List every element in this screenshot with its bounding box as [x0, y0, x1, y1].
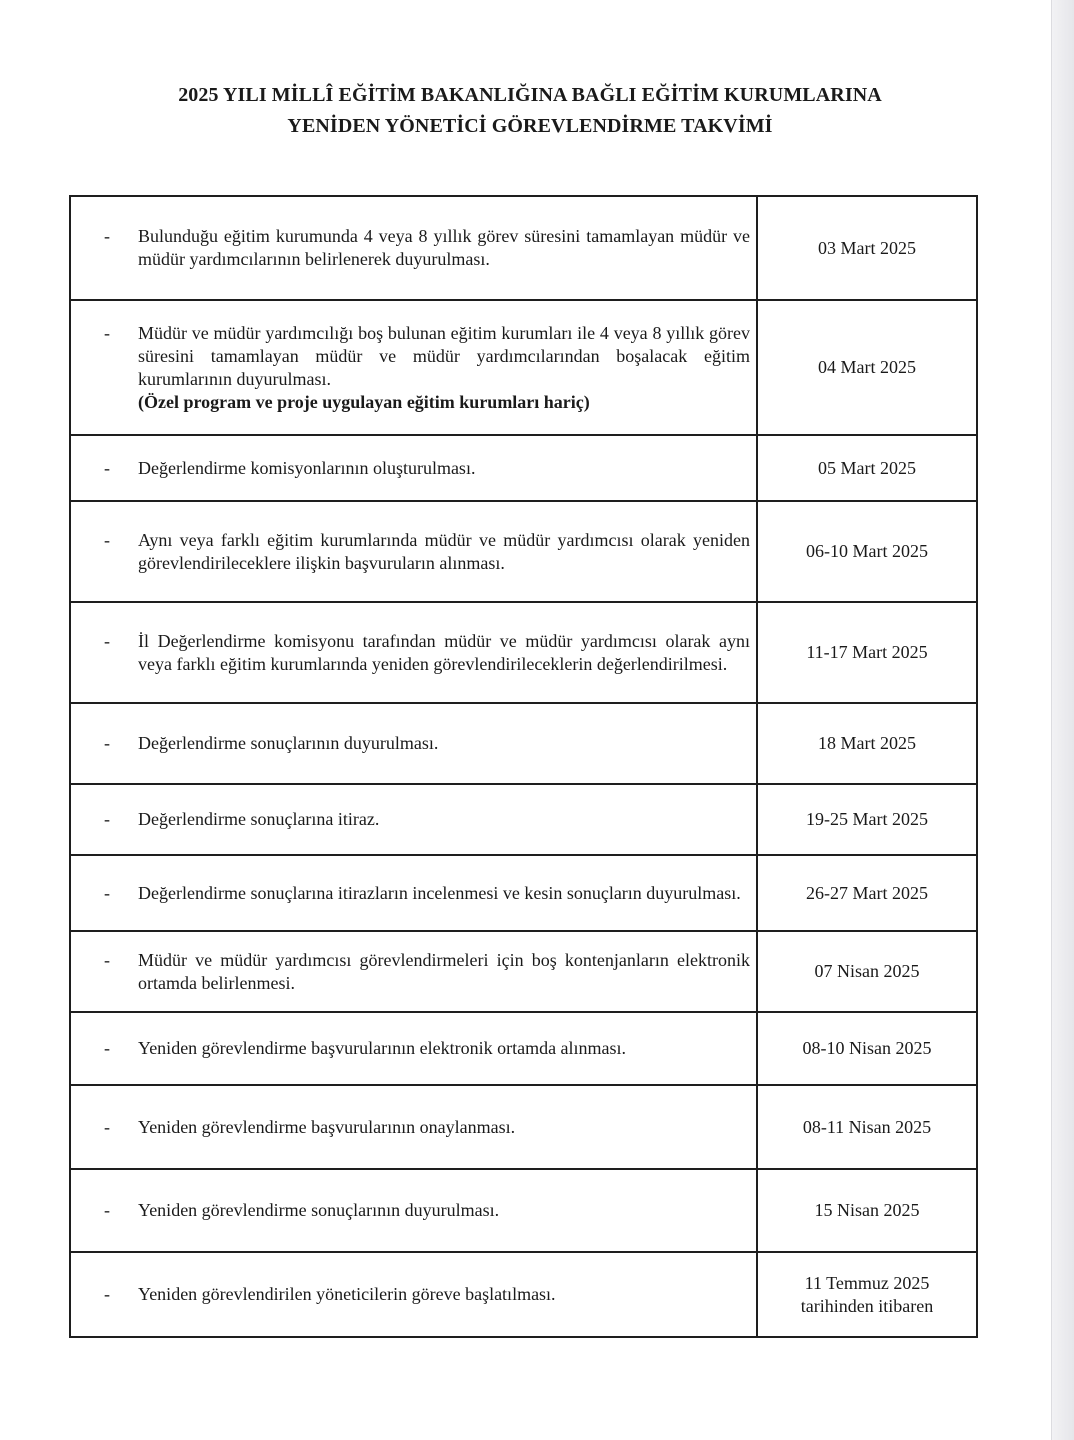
description-cell — [70, 602, 757, 703]
bullet-dash: - — [104, 1284, 110, 1304]
table-row — [70, 196, 977, 300]
bullet-dash: - — [104, 1200, 110, 1220]
description-cell — [70, 1252, 757, 1337]
bullet-dash: - — [104, 733, 110, 753]
description-text: Aynı veya farklı eğitim kurumlarında müdür ve müdür yardımcısı olarak yeniden görevlendirileceklere ilişkin başvuruların alınması. — [138, 529, 750, 573]
bullet-dash: - — [104, 529, 110, 550]
date-text: 15 Nisan 2025 — [814, 1200, 920, 1220]
bullet-dash: - — [104, 949, 110, 970]
date-text: 05 Mart 2025 — [818, 457, 916, 478]
description-text: Değerlendirme komisyonlarının oluşturulması. — [138, 457, 476, 478]
description-cell — [70, 1085, 757, 1169]
date-cell — [757, 300, 977, 435]
date-cell — [757, 501, 977, 602]
date-cell — [757, 196, 977, 300]
date-text: 11 Temmuz 2025 — [804, 1272, 930, 1293]
table-row — [70, 784, 977, 855]
date-text: 04 Mart 2025 — [818, 357, 916, 377]
date-cell — [757, 602, 977, 703]
bullet-dash: - — [104, 882, 110, 903]
date-cell — [757, 1012, 977, 1085]
description-cell — [70, 784, 757, 855]
date-cell — [757, 1252, 977, 1337]
description-text: Değerlendirme sonuçlarının duyurulması. — [138, 733, 439, 753]
description-cell — [70, 703, 757, 784]
table-row — [70, 703, 977, 784]
date-cell — [757, 855, 977, 931]
date-note: tarihinden itibaren — [800, 1295, 934, 1316]
date-cell — [757, 1085, 977, 1169]
date-text: 06-10 Mart 2025 — [806, 541, 928, 561]
date-text: 26-27 Mart 2025 — [806, 882, 928, 903]
description-cell — [70, 855, 757, 931]
table-row — [70, 501, 977, 602]
description-text: Yeniden görevlendirilen yöneticilerin göreve başlatılması. — [138, 1284, 556, 1304]
page-edge-shadow — [1051, 0, 1074, 1440]
date-cell — [757, 931, 977, 1012]
date-text: 08-10 Nisan 2025 — [802, 1038, 932, 1058]
description-cell — [70, 931, 757, 1012]
date-cell — [757, 1169, 977, 1252]
description-cell — [70, 1169, 757, 1252]
description-text: Bulunduğu eğitim kurumunda 4 veya 8 yıllık görev süresini tamamlayan müdür ve müdür yardımcılarının belirlenerek duyurulması. — [138, 226, 750, 269]
schedule-table — [69, 195, 978, 1338]
description-text: İl Değerlendirme komisyonu tarafından müdür ve müdür yardımcısı olarak aynı veya farklı eğitim kurumlarında yeniden görevlendirileceklerin değerlendirilmesi. — [138, 630, 750, 674]
table-row — [70, 931, 977, 1012]
bullet-dash: - — [104, 1116, 110, 1137]
description-cell — [70, 435, 757, 501]
description-cell — [70, 1012, 757, 1085]
bullet-dash: - — [104, 226, 110, 246]
description-cell — [70, 501, 757, 602]
date-text: 19-25 Mart 2025 — [806, 809, 928, 829]
description-text: Yeniden görevlendirme başvurularının onaylanması. — [138, 1116, 516, 1137]
title-line-1: 2025 YILI MİLLÎ EĞİTİM BAKANLIĞINA BAĞLI EĞİTİM KURUMLARINA — [178, 84, 882, 106]
exception-note: (Özel program ve proje uygulayan eğitim kurumları hariç) — [138, 391, 590, 412]
document-title — [0, 80, 1060, 142]
date-text: 03 Mart 2025 — [818, 237, 916, 258]
date-cell — [757, 435, 977, 501]
bullet-dash: - — [104, 1038, 110, 1058]
bullet-dash: - — [104, 457, 110, 478]
table-row — [70, 435, 977, 501]
description-text: Değerlendirme sonuçlarına itirazların incelenmesi ve kesin sonuçların duyurulması. — [138, 882, 741, 903]
date-text: 11-17 Mart 2025 — [806, 642, 928, 662]
table-row — [70, 1252, 977, 1337]
description-text: Müdür ve müdür yardımcılığı boş bulunan eğitim kurumları ile 4 veya 8 yıllık görev süresini tamamlayan müdür ve müdür yardımcılarından boşalacak eğitim kurumlarının duyurulması. — [138, 322, 750, 389]
bullet-dash: - — [104, 809, 110, 829]
table-row — [70, 855, 977, 931]
bullet-dash: - — [104, 322, 110, 343]
table-row — [70, 1169, 977, 1252]
date-cell — [757, 784, 977, 855]
date-text: 18 Mart 2025 — [818, 733, 916, 753]
table-row — [70, 300, 977, 435]
description-text: Yeniden görevlendirme sonuçlarının duyurulması. — [138, 1200, 500, 1220]
description-cell — [70, 196, 757, 300]
table-row — [70, 602, 977, 703]
date-text: 08-11 Nisan 2025 — [802, 1116, 932, 1137]
description-cell — [70, 300, 757, 435]
description-text: Müdür ve müdür yardımcısı görevlendirmeleri için boş kontenjanların elektronik ortamda belirlenmesi. — [138, 949, 750, 993]
description-text: Değerlendirme sonuçlarına itiraz. — [138, 809, 380, 829]
title-line-2: YENİDEN YÖNETİCİ GÖREVLENDİRME TAKVİMİ — [287, 115, 773, 137]
table-row — [70, 1085, 977, 1169]
description-text: Yeniden görevlendirme başvurularının elektronik ortamda alınması. — [138, 1038, 627, 1058]
date-cell — [757, 703, 977, 784]
date-text: 07 Nisan 2025 — [814, 961, 920, 981]
table-row — [70, 1012, 977, 1085]
bullet-dash: - — [104, 630, 110, 651]
